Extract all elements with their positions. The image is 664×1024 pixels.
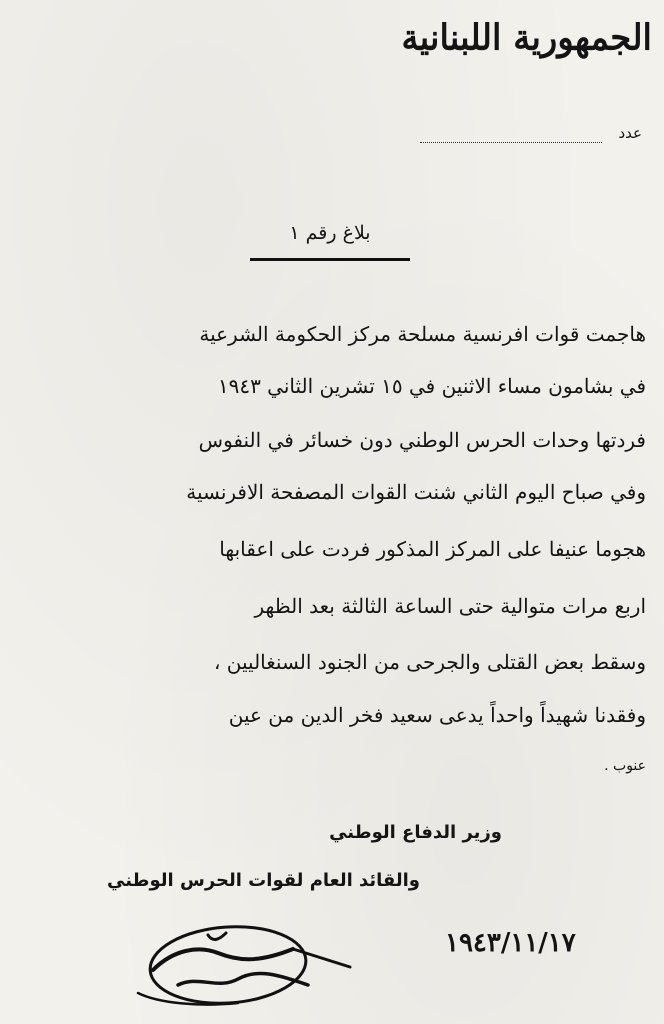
- reference-number-line: [420, 142, 602, 143]
- body-line: وسقط بعض القتلى والجرحى من الجنود السنغاليين ،: [213, 650, 646, 674]
- reference-number-label: عدد: [618, 124, 642, 142]
- document-date: ١٩٤٣/١١/١٧: [445, 928, 576, 958]
- signatory-role: والقائد العام لقوات الحرس الوطني: [106, 870, 420, 891]
- body-line: فردتها وحدات الحرس الوطني دون خسائر في النفوس: [198, 428, 646, 452]
- body-line: في بشامون مساء الاثنين في ١٥ تشرين الثاني ١٩٤٣: [217, 374, 646, 398]
- body-line: وفي صباح اليوم الثاني شنت القوات المصفحة الافرنسية: [186, 480, 646, 504]
- signatory-title: وزير الدفاع الوطني: [329, 822, 502, 843]
- title-underline: [250, 258, 410, 261]
- handwritten-signature: [118, 915, 358, 1015]
- body-line: وفقدنا شهيداً واحداً يدعى سعيد فخر الدين من عين: [228, 703, 646, 727]
- communique-title: بلاغ رقم ١: [289, 222, 371, 244]
- body-line: هاجمت قوات افرنسية مسلحة مركز الحكومة الشرعية: [199, 322, 646, 346]
- letterhead-title: الجمهورية اللبنانية: [401, 17, 652, 59]
- body-line: عنوب .: [604, 758, 646, 774]
- body-line: هجوما عنيفا على المركز المذكور فردت على اعقابها: [219, 537, 646, 561]
- body-line: اربع مرات متوالية حتى الساعة الثالثة بعد الظهر: [254, 594, 646, 618]
